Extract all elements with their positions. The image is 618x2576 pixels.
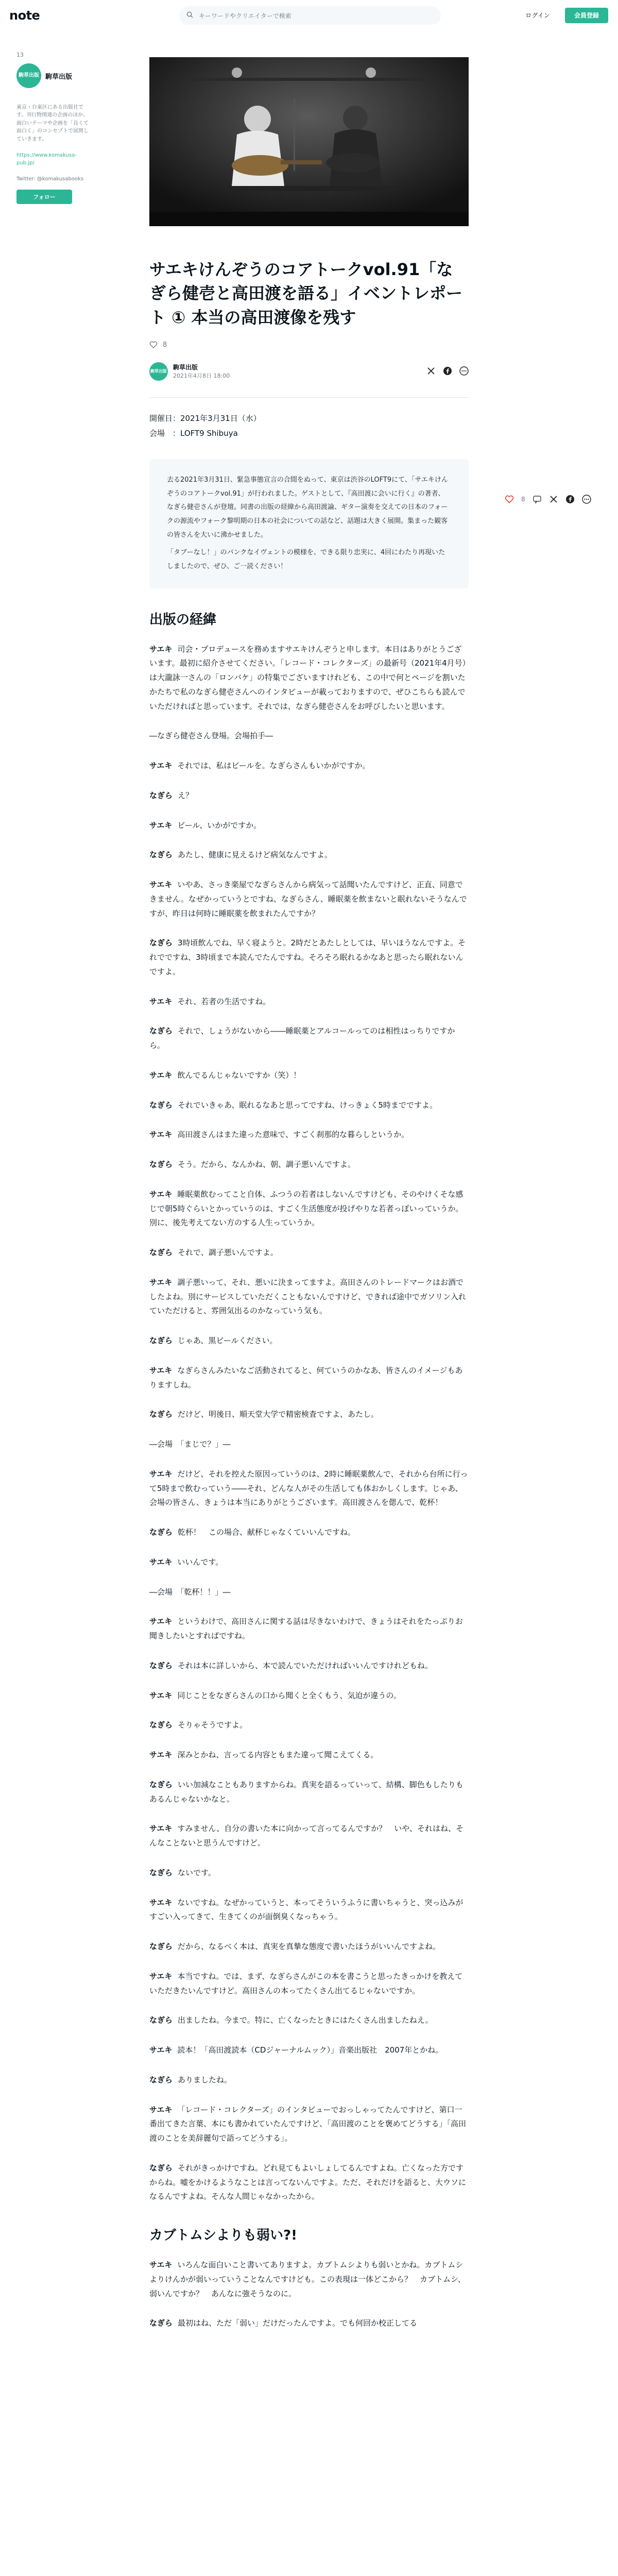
dialogue-paragraph: [149, 1555, 469, 1570]
signup-button[interactable]: 会員登録: [565, 8, 608, 23]
follow-button[interactable]: フォロー: [16, 190, 72, 204]
dialogue-paragraph: [149, 1276, 469, 1318]
dialogue-paragraph: [149, 2043, 469, 2058]
speaker-name: サエキ: [149, 1365, 173, 1375]
dialogue-paragraph: [149, 819, 469, 833]
dialogue-text: いい加減なこともありますからね。真実を語るっていって、結構、脚色もしたりもあるんじゃないかなと。: [149, 1780, 464, 1804]
dialogue-paragraph: [149, 1896, 469, 1925]
dialogue-paragraph: [149, 1778, 469, 1807]
speaker-name: サエキ: [149, 996, 173, 1006]
creator-info[interactable]: [16, 63, 89, 88]
event-venue: 会場 ：LOFT9 Shibuya: [149, 428, 238, 438]
dialogue-paragraph: [149, 1408, 469, 1422]
dialogue-text: それがきっかけですね。どれ見てもよいしょしてるんですよね。亡くなった方ですからね。嘘をかけるようなことは言ってないんですよ。ただ、それだけを語ると、大ウソになるんですよね。そんな人間じゃなかったから。: [149, 2163, 467, 2201]
dialogue-text: いいんです。: [177, 1557, 224, 1567]
speaker-name: サエキ: [149, 880, 173, 890]
dialogue-paragraph: [149, 848, 469, 862]
dialogue-text: 睡眠薬飲むってこと自体、ふつうの若者はしないんですけども、そのやけくそな感じで朝5時ぐらいとかっていうのは、すごく生活態度が投げやりな若者っぽいっていうか。別に、後先考えてない方のする人生っていうか。: [149, 1189, 464, 1228]
facebook-share-icon[interactable]: [565, 495, 575, 504]
speaker-name: サエキ: [149, 2045, 173, 2055]
magazine-count: 13: [16, 52, 24, 58]
dialogue-text: それで、しょうがないから――睡眠薬とアルコールってのは相性はっちりですから。: [149, 1026, 455, 1050]
article: [149, 258, 469, 2346]
dialogue-text: そりゃそうですよ。: [178, 1720, 248, 1730]
speaker-name: なぎら: [149, 790, 173, 800]
dialogue-text: ないです。: [178, 1868, 216, 1877]
dialogue-text: 同じことをなぎらさんの口から聞くと全くもう、気迫が違うの。: [177, 1690, 401, 1700]
speaker-name: なぎら: [149, 938, 173, 948]
speaker-name: なぎら: [149, 2075, 173, 2084]
dialogue-section-2: [149, 2258, 469, 2331]
dialogue-paragraph: [149, 2161, 469, 2204]
speaker-name: サエキ: [149, 1070, 173, 1080]
creator-avatar[interactable]: 駒草出版: [16, 63, 41, 88]
dialogue-paragraph: [149, 1822, 469, 1851]
event-meta: [149, 411, 469, 440]
login-button[interactable]: ログイン: [518, 8, 557, 23]
dialogue-text: ―会場 「まじで？」―: [149, 1439, 231, 1449]
dialogue-paragraph: [149, 789, 469, 803]
dialogue-paragraph: [149, 1246, 469, 1260]
dialogue-text: いやあ、さっき楽屋でなぎらさんから病気って話聞いたんですけど、正直、同意できません。なぜかっていうとですね、なぎらさん、睡眠薬を飲まないと眠れないそうなんですが、昨日は何時に睡眠薬を飲まれたんですか？: [149, 880, 467, 918]
x-share-icon[interactable]: [426, 366, 436, 376]
speaker-name: なぎら: [149, 1248, 173, 1258]
dialogue-paragraph: [149, 642, 469, 714]
speaker-name: サエキ: [149, 1557, 173, 1567]
dialogue-paragraph: [149, 1718, 469, 1733]
speaker-name: なぎら: [149, 1160, 173, 1170]
dialogue-paragraph: [149, 2103, 469, 2146]
dialogue-paragraph: [149, 2316, 469, 2331]
comment-icon[interactable]: [533, 495, 542, 504]
speaker-name: サエキ: [149, 2260, 173, 2270]
search-box[interactable]: [179, 6, 441, 25]
like-count[interactable]: 8: [163, 341, 167, 349]
publish-date: 2021年4月8日 18:00: [173, 372, 230, 380]
dialogue-paragraph: [149, 1970, 469, 1998]
dialogue-paragraph: [149, 1866, 469, 1880]
dialogue-paragraph: [149, 1467, 469, 1510]
speaker-name: なぎら: [149, 1026, 173, 1036]
dialogue-text: すみません、自分の書いた本に向かって言ってるんですか？ いや、それはね、そんなことないと思うんですけど。: [149, 1824, 464, 1848]
dialogue-paragraph: [149, 1585, 469, 1600]
dialogue-paragraph: [149, 1024, 469, 1053]
creator-name[interactable]: 駒草出版: [45, 73, 73, 81]
speaker-name: サエキ: [149, 1971, 173, 1981]
speaker-name: サエキ: [149, 644, 173, 654]
divider: [149, 397, 469, 398]
dialogue-section-1: [149, 642, 469, 2205]
speaker-name: サエキ: [149, 1469, 173, 1479]
speaker-name: なぎら: [149, 1410, 173, 1419]
dialogue-text: それでは、私はビールを。なぎらさんもいかがですか。: [177, 761, 370, 771]
dialogue-paragraph: [149, 995, 469, 1009]
facebook-share-icon[interactable]: [443, 366, 452, 376]
creator-bio-text: 東京・台東区にある出版社です。刊行物関連の企画のほか、面白いテーマや企画を「良くて面白く」のコンセプトで展開していきます。: [16, 104, 89, 142]
article-title: サエキけんぞうのコアトークvol.91「なぎら健壱と高田渡を語る」イベントレポート ① 本当の高田渡像を残す: [149, 260, 463, 327]
dialogue-text: 読本！「高田渡読本（CDジャーナルムック）」音楽出版社 2007年とかね。: [177, 2045, 443, 2055]
dialogue-paragraph: [149, 1615, 469, 1643]
dialogue-text: 3時頃飲んでね、早く寝ようと。2時だとあたしとしては、早いほうなんですよ。それでですね、3時頃まで本読んでたんですね。そろそろ眠れるかなあと思ったら眠れないんですよ。: [149, 938, 466, 976]
author-avatar[interactable]: 駒草出版: [149, 362, 168, 381]
dialogue-paragraph: [149, 1158, 469, 1172]
dialogue-text: 深みとかね、言ってる内容ともまた違って聞こえてくる。: [177, 1750, 379, 1760]
dialogue-paragraph: [149, 1364, 469, 1393]
dialogue-text: 「レコード・コレクターズ」のインタビューでおっしゃってたんですけど、第口一番出てきた言葉、本にも書かれていたんですけど、「高田渡のことを褒めてどうする」「高田渡のことを美辞麗句で語ってどうする」。: [149, 2105, 467, 2143]
creator-bio: [16, 95, 89, 183]
speaker-name: なぎら: [149, 1336, 173, 1346]
dialogue-text: だから、なるべく本は、真実を真摯な態度で書いたほうがいいんですよね。: [178, 1942, 441, 1952]
speaker-name: サエキ: [149, 1690, 173, 1700]
dialogue-text: というわけで、高田さんに関する話は尽きないわけで、きょうはそれをたっぷりお聞きしたいとすればですね。: [149, 1617, 463, 1641]
dialogue-paragraph: [149, 729, 469, 743]
dialogue-text: 高田渡さんはまた違った意味で、すごく刹那的な暮らしというか。: [177, 1130, 409, 1140]
dialogue-paragraph: [149, 1748, 469, 1762]
speaker-name: サエキ: [149, 761, 173, 771]
dialogue-text: それ、若者の生活ですね。: [177, 996, 271, 1006]
hero-image: [149, 57, 469, 226]
creator-bio-link[interactable]: https://www.komakusa-pub.jp/: [16, 152, 77, 166]
dialogue-text: ないですね。なぜかっていうと、本ってそういうふうに書いちゃうと、突っ込みがすごい入ってきて、生きてくのが面倒臭くなっちゃう。: [149, 1897, 464, 1922]
intro-box: [149, 459, 469, 588]
more-options-icon[interactable]: [582, 495, 591, 504]
stage-photo: [149, 57, 469, 226]
dialogue-text: そう。だから、なんかね、朝、調子悪いんですよ。: [178, 1160, 356, 1170]
author-row: [149, 360, 469, 383]
dialogue-text: 調子悪いって、それ、悪いに決まってますよ。高田さんのトレードマークはお酒でしたよね。別にサービスしていただくこともないんですけど、できれば途中でガソリン入れていただけると、雰囲気出るのかなっていう気も。: [149, 1277, 467, 1316]
speaker-name: サエキ: [149, 1617, 173, 1626]
dialogue-text: 乾杯！ この場合、献杯じゃなくていいんですね。: [178, 1528, 356, 1537]
speaker-name: サエキ: [149, 1189, 173, 1199]
speaker-name: なぎら: [149, 2015, 173, 2025]
dialogue-text: それでいきゃあ、眠れるなあと思ってですね、けっきょく5時までですよ。: [178, 1100, 437, 1110]
speaker-name: サエキ: [149, 1897, 173, 1907]
search-placeholder: キーワードやクリエイターで検索: [199, 12, 291, 20]
dialogue-text: いろんな面白いこと書いてありますよ。カブトムシよりも弱いとかね。カブトムシよりけんかが弱いっていうことなんですけども。この表現は一体どこから？ カブトムシ、弱いんですか？ あんなに強そうなのに。: [149, 2260, 466, 2298]
dialogue-text: 本当ですね。では、まず、なぎらさんがこの本を書こうと思ったきっかけを教えていただきたいんですけど。高田さんの本ってたくさん出てるじゃないですか。: [149, 1971, 463, 1995]
dialogue-text: ―会場 「乾杯！！」―: [149, 1587, 231, 1597]
dialogue-text: 飲んでるんじゃないですか（笑）！: [177, 1070, 301, 1080]
heart-icon[interactable]: [149, 341, 158, 349]
speaker-name: なぎら: [149, 1868, 173, 1877]
dialogue-text: 司会・プロデュースを務めますサエキけんぞうと申します。本日はありがとうございます。最初に紹介させてください。「レコード・コレクターズ」の最新号（2021年4月号）は大瀧詠一さんの「ロンバケ」の特集でございますけれども、この中で何とページを割いたかたちで私のなぎら健壱さんへのインタビューが載っておりますので、ぜひこちらも読んでいただければと思っています。それでは、なぎら健壱さんをお呼びしたいと思います。: [149, 644, 467, 711]
dialogue-paragraph: [149, 1069, 469, 1083]
share-icons: [426, 366, 469, 376]
dialogue-text: 出ましたね。今まで。特に、亡くなったときにはたくさん出ましたねえ。: [178, 2015, 433, 2025]
dialogue-paragraph: [149, 1940, 469, 1954]
dialogue-paragraph: [149, 759, 469, 773]
speaker-name: サエキ: [149, 1824, 173, 1834]
dialogue-paragraph: [149, 1098, 469, 1113]
search-icon: [186, 11, 193, 18]
floating-like-count[interactable]: 8: [521, 496, 525, 503]
section-heading: カブトムシよりも弱い?!: [149, 2228, 297, 2244]
creator-twitter[interactable]: Twitter: @komakusabooks: [16, 176, 84, 182]
dialogue-paragraph: [149, 1128, 469, 1142]
dialogue-paragraph: [149, 1437, 469, 1452]
creator-sidebar: [16, 52, 89, 204]
dialogue-paragraph: [149, 2073, 469, 2088]
dialogue-paragraph: [149, 1689, 469, 1703]
dialogue-paragraph: [149, 1188, 469, 1230]
dialogue-text: だけど、それを控えた原因っていうのは、2時に睡眠薬飲んで、それから台所に行って5時まで飲むっていう――それ、どんな人がその生活しても体おかしくします。じゃあ、会場の皆さん、きょうは本当にありがとうございます。高田渡さんを偲んで、乾杯！: [149, 1469, 468, 1507]
speaker-name: サエキ: [149, 820, 173, 830]
dialogue-paragraph: [149, 1659, 469, 1673]
more-options-icon[interactable]: [459, 366, 469, 376]
floating-action-bar: [505, 495, 591, 504]
dialogue-text: じゃあ、黒ビールください。: [178, 1336, 278, 1346]
dialogue-paragraph: [149, 936, 469, 979]
dialogue-text: なぎらさんみたいなご活動されてると、何ていうのかなあ、皆さんのイメージもありますしね。: [149, 1365, 463, 1389]
note-logo[interactable]: note: [9, 8, 40, 23]
event-date: 開催日：2021年3月31日（水）: [149, 414, 261, 423]
speaker-name: サエキ: [149, 2105, 173, 2114]
dialogue-paragraph: [149, 878, 469, 921]
x-share-icon[interactable]: [549, 495, 558, 504]
dialogue-text: ビール、いかがですか。: [177, 820, 262, 830]
intro-text: 「タブーなし！」のパンクなイヴェントの模様を、できる限り忠実に、4回にわたり再現いたしましたので、ぜひ、ご一読ください！: [167, 549, 445, 571]
speaker-name: なぎら: [149, 1100, 173, 1110]
dialogue-text: それは本に詳しいから、本で読んでいただければいいんですけれどもね。: [178, 1660, 433, 1670]
header: [0, 0, 618, 31]
dialogue-paragraph: [149, 2013, 469, 2028]
section-heading: 出版の経緯: [149, 612, 217, 628]
dialogue-text: だけど、明後日、順天堂大学で精密検査ですよ、あたし。: [178, 1410, 379, 1419]
dialogue-text: 最初はね、ただ「弱い」だけだったんですよ。でも何回か校正してる: [178, 2318, 418, 2328]
speaker-name: なぎら: [149, 1528, 173, 1537]
dialogue-text: それで、調子悪いんですよ。: [178, 1248, 278, 1258]
speaker-name: なぎら: [149, 1780, 173, 1789]
speaker-name: なぎら: [149, 2318, 173, 2328]
author-name[interactable]: 駒草出版: [173, 364, 198, 371]
dialogue-text: え？: [178, 790, 194, 800]
speaker-name: なぎら: [149, 1720, 173, 1730]
dialogue-paragraph: [149, 1526, 469, 1540]
intro-text: 去る2021年3月31日、緊急事態宣言の合間をぬって、東京は渋谷のLOFT9にて、「サエキけんぞうのコアトークvol.91」が行われました。ゲストとして、『高田渡に会いに行く』の著者、なぎら健壱さんが登壇。同書の出版の経緯から高田渡論、ギター演奏を交えての日本のフォークの源流やフォーク黎明期の日本の社会についての話など、話題は大きく展開。集まった観客の皆さんを大いに沸かせました。: [167, 476, 448, 539]
heart-icon[interactable]: [505, 495, 514, 504]
dialogue-text: ありましたね。: [178, 2075, 232, 2084]
dialogue-text: あたし、健康に見えるけど病気なんですよ。: [178, 850, 333, 860]
dialogue-text: ―なぎら健壱さん登場。会場拍手―: [149, 731, 273, 741]
speaker-name: なぎら: [149, 1660, 173, 1670]
speaker-name: サエキ: [149, 1277, 173, 1287]
speaker-name: サエキ: [149, 1130, 173, 1140]
dialogue-paragraph: [149, 2258, 469, 2301]
like-row: [149, 341, 469, 349]
speaker-name: なぎら: [149, 2163, 173, 2173]
speaker-name: なぎら: [149, 1942, 173, 1952]
dialogue-paragraph: [149, 1334, 469, 1348]
speaker-name: サエキ: [149, 1750, 173, 1760]
speaker-name: なぎら: [149, 850, 173, 860]
